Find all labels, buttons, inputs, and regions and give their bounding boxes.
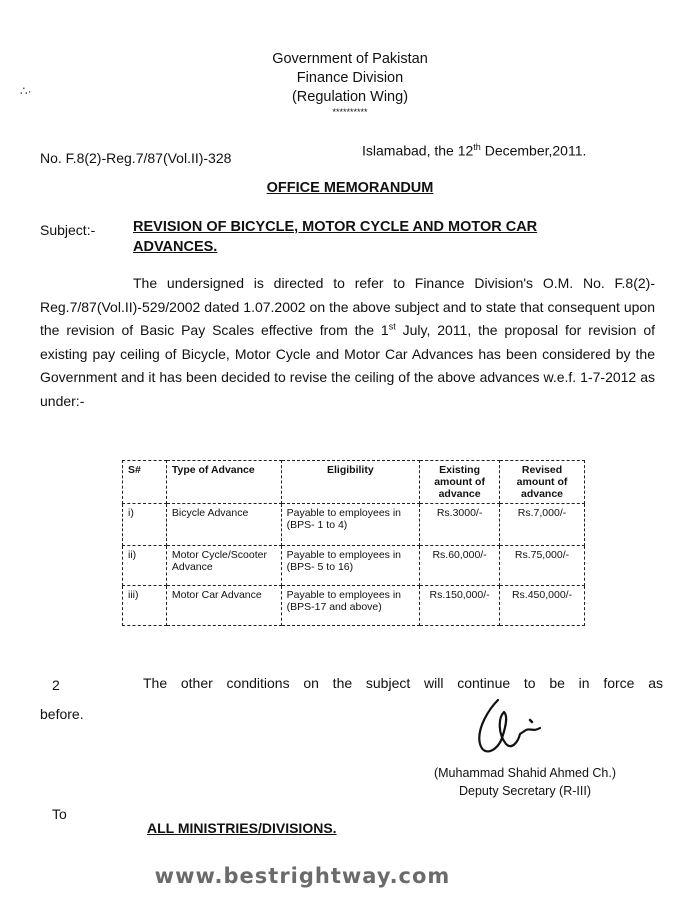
row-type: Bicycle Advance (166, 504, 281, 546)
issue-date (362, 142, 586, 159)
subject-text: REVISION OF BICYCLE, MOTOR CYCLE AND MOTOR CAR ADVANCES. (133, 219, 538, 255)
row-existing: Rs.150,000/- (420, 586, 500, 626)
header-existing: Existing amount of advance (420, 461, 500, 504)
subject-label: Subject:- (40, 222, 96, 238)
signer-designation: Deputy Secretary (R-III) (459, 784, 591, 798)
to-label: To (52, 806, 67, 822)
row-type: Motor Cycle/Scooter Advance (166, 546, 281, 586)
header-sno: S# (123, 461, 167, 504)
paragraph-2-continuation: before. (40, 706, 84, 722)
letterhead-stars: ********** (332, 107, 368, 117)
row-sno: i) (123, 504, 167, 546)
paragraph-1-part-1: The undersigned is directed to refer to Finance Division's O.M. No. F.8(2)-Reg.7/87(Vol.II)-529/2002 dated 1.07.2002 on the above subject and to state that consequent upon the revision of Basic Pay Scales effective from the 1 (40, 275, 655, 339)
reference-number: No. F.8(2)-Reg.7/87(Vol.II)-328 (40, 150, 232, 166)
header-eligibility: Eligibility (281, 461, 420, 504)
row-eligibility: Payable to employees in (BPS-17 and above) (281, 586, 420, 626)
row-revised: Rs.7,000/- (500, 504, 585, 546)
watermark-website: www.bestrightway.com (154, 864, 451, 888)
paragraph-1-sup: st (388, 321, 396, 332)
row-existing: Rs.60,000/- (420, 546, 500, 586)
row-revised: Rs.75,000/- (500, 546, 585, 586)
letterhead-line-3: (Regulation Wing) (291, 89, 409, 105)
table-row (123, 586, 585, 626)
paragraph-2-number: 2 (52, 677, 60, 693)
letterhead-line-1: Government of Pakistan (272, 51, 428, 67)
date-prefix: Islamabad, the 12 (362, 142, 474, 159)
paragraph-1-part-2: July, 2011, the proposal for revision of existing pay ceiling of Bicycle, Motor Cycle and Motor Car Advances has been considered by the Government and it has been decided to revise the ceiling of the above advances w.e.f. 1-7-2012 as under:- (40, 322, 656, 409)
advances-table (122, 460, 585, 626)
row-type: Motor Car Advance (166, 586, 281, 626)
signer-name: (Muhammad Shahid Ahmed Ch.) (433, 766, 617, 780)
letterhead (0, 50, 700, 117)
table-row (123, 504, 585, 546)
row-revised: Rs.450,000/- (500, 586, 585, 626)
signature (468, 694, 548, 764)
header-revised: Revised amount of advance (500, 461, 585, 504)
memo-title: OFFICE MEMORANDUM (266, 180, 434, 196)
letterhead-line-2: Finance Division (296, 70, 404, 86)
paragraph-1 (40, 272, 655, 414)
header-type: Type of Advance (166, 461, 281, 504)
row-existing: Rs.3000/- (420, 504, 500, 546)
row-eligibility: Payable to employees in (BPS- 5 to 16) (281, 546, 420, 586)
signer-block (415, 764, 635, 800)
date-suffix: th (473, 142, 481, 152)
paragraph-2-text: The other conditions on the subject will continue to be in force as (143, 675, 663, 691)
row-sno: ii) (123, 546, 167, 586)
table-row (123, 546, 585, 586)
to-address: ALL MINISTRIES/DIVISIONS. (147, 820, 337, 836)
row-eligibility: Payable to employees in (BPS- 1 to 4) (281, 504, 420, 546)
date-rest: December,2011. (480, 142, 587, 159)
table-header-row (123, 461, 585, 504)
row-sno: iii) (123, 586, 167, 626)
scan-mark: ∴· (20, 84, 32, 98)
